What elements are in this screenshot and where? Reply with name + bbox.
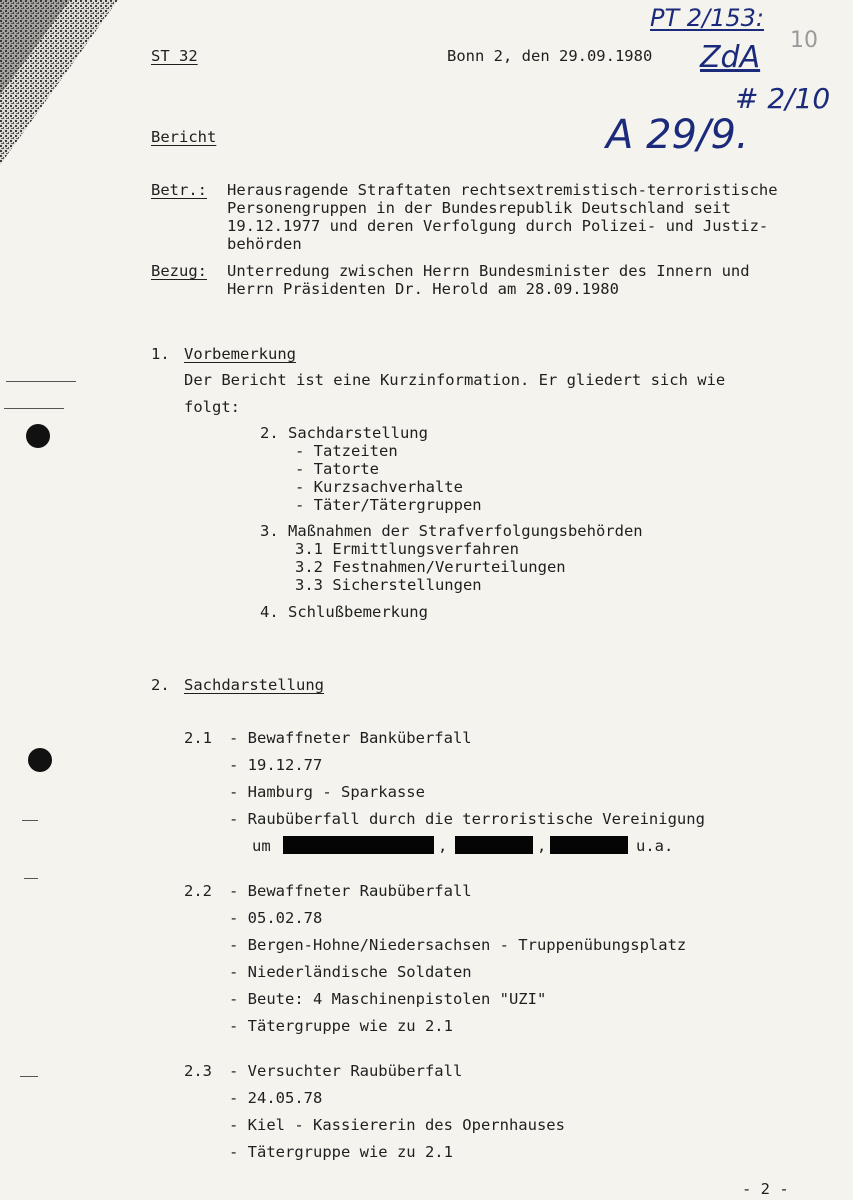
punch-hole-top: [26, 424, 50, 448]
item-number: 2.1: [184, 729, 212, 747]
margin-mark: [20, 1076, 38, 1077]
punch-hole-bottom: [28, 748, 52, 772]
section1-number: 1.: [151, 345, 170, 363]
item-title: - Bewaffneter Raubüberfall: [229, 882, 472, 900]
section1-intro: folgt:: [184, 398, 240, 416]
item-title: - Bewaffneter Banküberfall: [229, 729, 472, 747]
item-line: - 05.02.78: [229, 909, 323, 927]
section1-heading: Vorbemerkung: [184, 345, 296, 363]
item-number: 2.2: [184, 882, 212, 900]
toc-item: 3. Maßnahmen der Strafverfolgungsbehörden: [260, 522, 643, 540]
reference-label: Bezug:: [151, 262, 207, 280]
toc-subitem: 3.2 Festnahmen/Verurteilungen: [295, 558, 566, 576]
margin-mark: [22, 820, 38, 821]
toc-item: 2. Sachdarstellung: [260, 424, 428, 442]
toc-subitem: - Tatorte: [295, 460, 379, 478]
handwritten-note-number: # 2/10: [735, 82, 831, 115]
toc-subitem: 3.3 Sicherstellungen: [295, 576, 482, 594]
toc-subitem: - Tatzeiten: [295, 442, 398, 460]
subject-line: Personengruppen in der Bundesrepublik Deutschland seit: [227, 199, 731, 217]
reference-code: ST 32: [151, 47, 198, 65]
margin-mark: [4, 408, 64, 409]
scan-noise-corner: [0, 0, 140, 170]
item-line: - Hamburg - Sparkasse: [229, 783, 425, 801]
section1-intro: Der Bericht ist eine Kurzinformation. Er gliedert sich wie: [184, 371, 726, 389]
item-line: - 19.12.77: [229, 756, 323, 774]
item-line: - 24.05.78: [229, 1089, 323, 1107]
redaction-block: [550, 836, 628, 854]
handwritten-initial: A 29/9.: [606, 112, 749, 158]
item-number: 2.3: [184, 1062, 212, 1080]
toc-subitem: 3.1 Ermittlungsverfahren: [295, 540, 519, 558]
place-date: Bonn 2, den 29.09.1980: [447, 47, 653, 65]
item-line: - Beute: 4 Maschinenpistolen "UZI": [229, 990, 547, 1008]
subject-line: behörden: [227, 235, 302, 253]
item-line: - Tätergruppe wie zu 2.1: [229, 1143, 453, 1161]
redaction-prefix: um: [252, 837, 271, 855]
redaction-suffix: u.a.: [636, 837, 674, 855]
reference-line: Unterredung zwischen Herrn Bundesminister des Innern und: [227, 262, 750, 280]
page-marker: 10: [790, 28, 818, 53]
toc-subitem: - Kurzsachverhalte: [295, 478, 463, 496]
toc-subitem: - Täter/Tätergruppen: [295, 496, 482, 514]
handwritten-note-zda: ZdA: [700, 40, 761, 75]
item-line: - Tätergruppe wie zu 2.1: [229, 1017, 453, 1035]
item-line: - Raubüberfall durch die terroristische Vereinigung: [229, 810, 705, 828]
redaction-block: [455, 836, 533, 854]
redaction-separator: ,: [537, 837, 547, 855]
item-line: - Niederländische Soldaten: [229, 963, 472, 981]
subject-label: Betr.:: [151, 181, 207, 199]
handwritten-note-pt: PT 2/153:: [650, 4, 765, 32]
redaction-separator: ,: [438, 837, 448, 855]
subject-line: 19.12.1977 und deren Verfolgung durch Polizei- und Justiz-: [227, 217, 769, 235]
toc-item: 4. Schlußbemerkung: [260, 603, 428, 621]
item-line: - Kiel - Kassiererin des Opernhauses: [229, 1116, 565, 1134]
margin-mark: [6, 381, 76, 382]
section2-number: 2.: [151, 676, 170, 694]
margin-mark: [24, 878, 38, 879]
item-title: - Versuchter Raubüberfall: [229, 1062, 463, 1080]
section2-heading: Sachdarstellung: [184, 676, 324, 694]
page-number: - 2 -: [742, 1180, 789, 1198]
document-title: Bericht: [151, 128, 217, 146]
redaction-block: [283, 836, 434, 854]
subject-line: Herausragende Straftaten rechtsextremistisch-terroristische: [227, 181, 778, 199]
reference-line: Herrn Präsidenten Dr. Herold am 28.09.1980: [227, 280, 619, 298]
item-line: - Bergen-Hohne/Niedersachsen - Truppenübungsplatz: [229, 936, 687, 954]
